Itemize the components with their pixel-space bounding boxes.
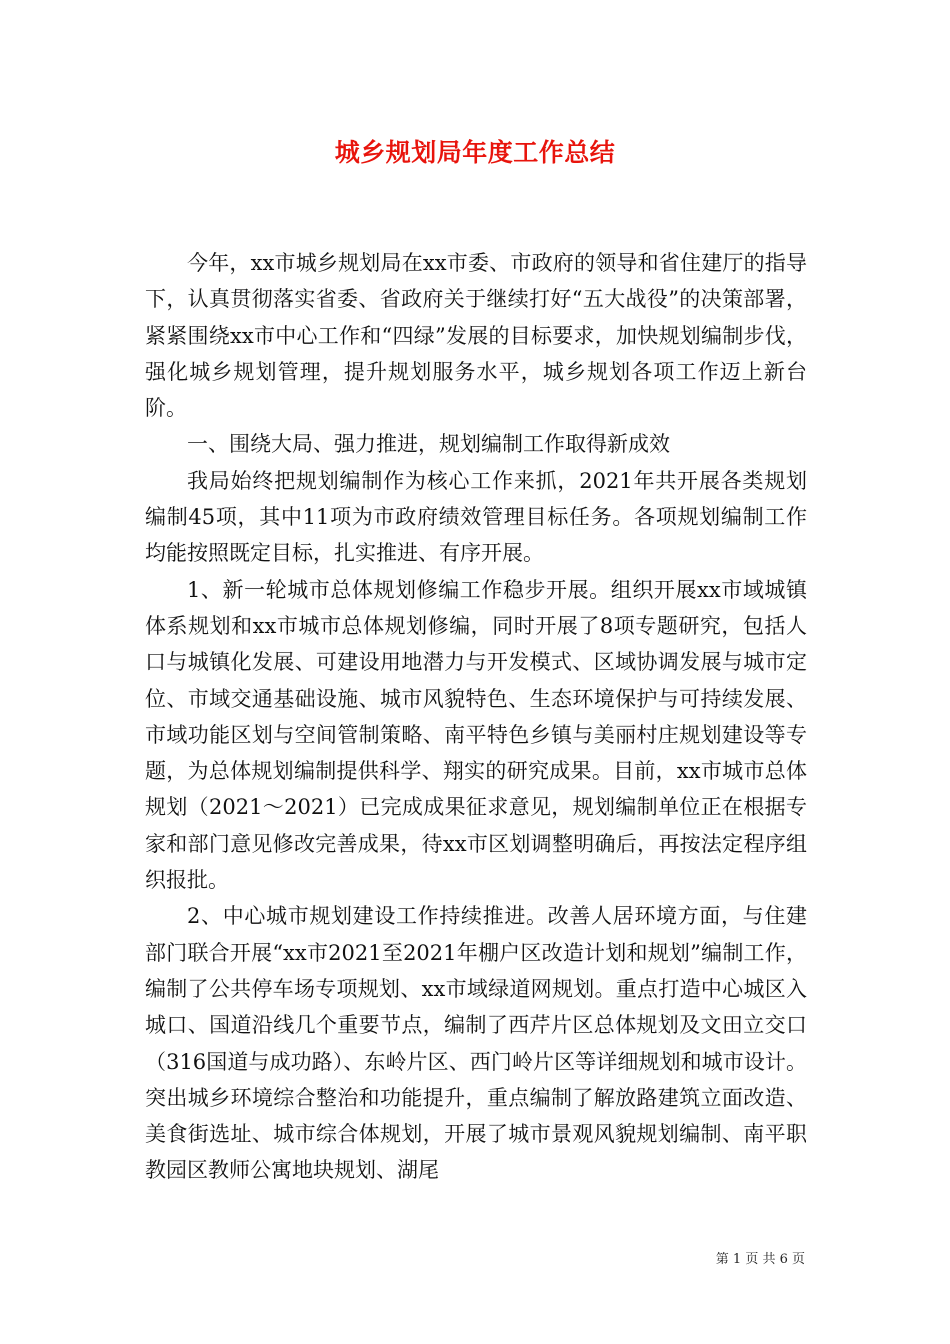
document-body bbox=[145, 245, 807, 1189]
page-number: 第 1 页 共 6 页 bbox=[715, 1252, 805, 1267]
section-heading-1: 一、围绕大局、强力推进，规划编制工作取得新成效 bbox=[187, 432, 670, 457]
paragraph-intro: 今年，xx市城乡规划局在xx市委、市政府的领导和省住建厅的指导下，认真贯彻落实省委、省政府关于继续打好“五大战役”的决策部署，紧紧围绕xx市中心工作和“四绿”发展的目标要求，加快规划编制步伐，强化城乡规划管理，提升规划服务水平，城乡规划各项工作迈上新台阶。 bbox=[145, 251, 807, 421]
document-title: 城乡规划局年度工作总结 bbox=[334, 138, 616, 167]
paragraph-item-2: 2、中心城市规划建设工作持续推进。改善人居环境方面，与住建部门联合开展“xx市2021至2021年棚户区改造计划和规划”编制工作，编制了公共停车场专项规划、xx市域绿道网规划。重点打造中心城区入城口、国道沿线几个重要节点，编制了西芹片区总体规划及文田立交口（316国道与成功路）、东岭片区、西门岭片区等详细规划和城市设计。突出城乡环境综合整治和功能提升，重点编制了解放路建筑立面改造、美食街选址、城市综合体规划，开展了城市景观风貌规划编制、南平职教园区教师公寓地块规划、湖尾 bbox=[145, 904, 807, 1183]
paragraph-item-1: 1、新一轮城市总体规划修编工作稳步开展。组织开展xx市域城镇体系规划和xx市城市总体规划修编，同时开展了8项专题研究，包括人口与城镇化发展、可建设用地潜力与开发模式、区域协调发展与城市定位、市域交通基础设施、城市风貌特色、生态环境保护与可持续发展、市域功能区划与空间管制策略、南平特色乡镇与美丽村庄规划建设等专题，为总体规划编制提供科学、翔实的研究成果。目前，xx市城市总体规划（2021～2021）已完成成果征求意见，规划编制单位正在根据专家和部门意见修改完善成果，待xx市区划调整明确后，再按法定程序组织报批。 bbox=[145, 577, 807, 893]
paragraph-planning-overview: 我局始终把规划编制作为核心工作来抓，2021年共开展各类规划编制45项，其中11项为市政府绩效管理目标任务。各项规划编制工作均能按照既定目标，扎实推进、有序开展。 bbox=[145, 468, 807, 566]
